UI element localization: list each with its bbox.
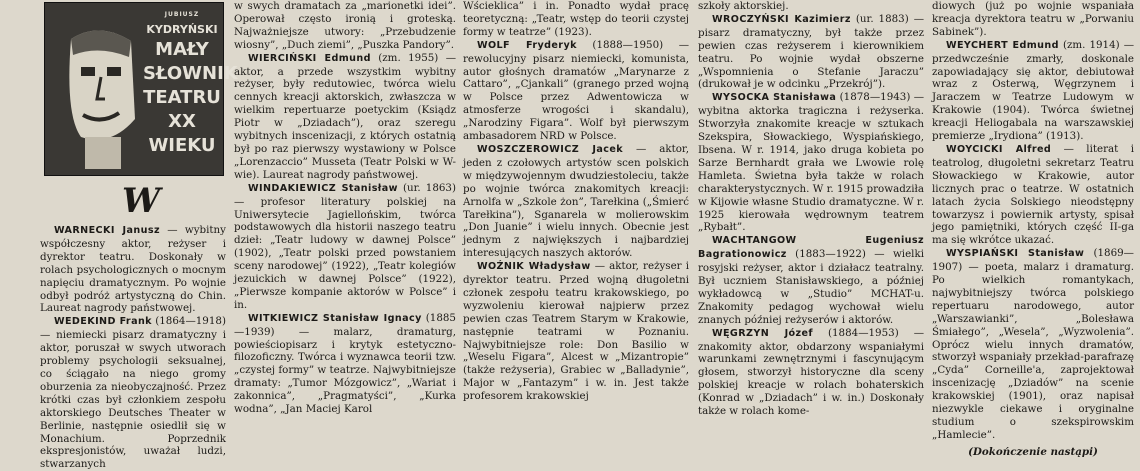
- cover-title-word: SŁOWNIK: [143, 62, 238, 84]
- cover-title-word: MAŁY: [155, 38, 209, 60]
- entry-woszczerowicz: [463, 143, 689, 260]
- entry-name: WĘGRZYN Józef: [712, 327, 813, 339]
- entry-name: WYSPIAŃSKI Stanisław: [946, 248, 1085, 260]
- entry-text: (zm. 1914) — przedwcześnie zmarły, doskonale zapowiadający się aktor, debiutował wraz z Osterwą, Węgrzynem i Jaraczem w Teatrze Ludowym w Krakowie (1904). Twórca świetnej kreacji Heliogabala na warszawskiej premierze „Irydiona” (1913).: [932, 38, 1134, 143]
- column-3: [463, 0, 689, 403]
- cover-title-word: XX: [168, 110, 196, 132]
- cover-title-word: WIEKU: [148, 134, 216, 156]
- entry-text: (zm. 1955) — aktor, a przede wszystkim wybitny reżyser, były redutowiec, twórca wielu cennych kreacji aktorskich, zwłaszcza w wielkim repertuarze poetyckim (Ksiądz Piotr w „Dziadach”), oraz szeregu wybitnych inscenizacji, z których ostatnią był po raz pierwszy wystawiony w Polsce „Lorenzaccio” Musseta (Teatr Polski w W-wie). Laureat nagrody państwowej.: [234, 51, 456, 181]
- entry-text: — literat i teatrolog, długoletni sekretarz Teatru Słowackiego w Krakowie, autor licznych prac o teatrze. W ostatnich latach życia Solskiego nieodstępny towarzysz i powiernik artysty, spisał jego pamiętniki, których część II-ga ma się wkrótce ukazać.: [932, 142, 1134, 247]
- entry-name: WYSOCKA Stanisława: [712, 92, 837, 104]
- entry-text: (1885—1939) — malarz, dramaturg, powieściopisarz i krytyk estetyczno-filozoficzny. Twórca i wyznawca teorii tzw. „czystej formy” w teatrze. Najwybitniejsze dramaty: „Tumor Mózgowicz”, „Wariat i zakonnica”, „Pragmatyści”, „Kurka wodna”, „Jan Maciej Karol: [234, 311, 456, 416]
- column-1: [40, 0, 238, 471]
- entry-name: WEDEKIND Frank: [54, 316, 152, 328]
- entry-text: — wybitny współczesny aktor, reżyser i dyrektor teatru. Doskonały w rolach psychologicznych o mocnym napięciu dramatycznym. Po wojnie odbył podróż artystyczną do Chin. Laureat nagrody państwowej.: [40, 224, 226, 315]
- entry-name: WITKIEWICZ Stanisław Ignacy: [248, 312, 422, 324]
- entry-wedekind: [40, 315, 226, 471]
- entry-text: — aktor, reżyser i dyrektor teatru. Przed wojną długoletni członek zespołu teatru krakowskiego, po wyzwoleniu kierował najpierw przez pewien czas Teatrem Starym w Krakowie, następnie teatrami w Poznaniu. Najwybitniejsze role: Don Basilio w „Weselu Figara”, Alcest w „Mizantropie” (także reżyseria), Grabiec w „Balladynie”, Major w „Fantazym” i w. in. Jest także profesorem krakowskiej: [463, 260, 690, 403]
- entry-name: WOŹNIK Władysław: [477, 261, 591, 273]
- column-2: [234, 0, 456, 416]
- section-initial: W: [122, 181, 161, 221]
- entry-wolf: [463, 39, 689, 143]
- entry-wachtangow: [698, 234, 924, 326]
- continued-fragment: diowych (już po wojnie wspaniała kreacja dyrektora teatru w „Porwaniu Sabinek”).: [932, 0, 1134, 38]
- entry-wroczynski: [698, 13, 924, 91]
- entry-text: (1869—1907) — poeta, malarz i dramaturg. Po wielkich romantykach, najwybitniejszy twórca polskiego repertuaru narodowego, autor „Warszawianki”, „Bolesława Śmiałego”, „Wesela”, „Wyzwolenia”. Oprócz wielu innych dramatów, stworzył wspaniały przekład-parafrazę „Cyda” Corneille'a, zaprojektował inscenizację „Dziadów” na scenie krakowskiej (1901), oraz napisał niezwykle ciekawe i oryginalne studium o szekspirowskim „Hamlecie”.: [932, 247, 1134, 441]
- entry-name: WIERCIŃSKI Edmund: [248, 52, 371, 64]
- book-cover-illustration: [44, 2, 238, 176]
- entry-name: WROCZYŃSKI Kazimierz: [712, 13, 851, 25]
- continued-fragment: w swych dramatach za „marionetki idei”. Operował często ironią i groteską. Najważniejsze utwory: „Przebudzenie wiosny”, „Duch ziemi”, „Puszka Pandory”.: [234, 0, 456, 51]
- continued-fragment: Wścieklica” i in. Ponadto wydał pracę teoretyczną: „Teatr, wstęp do teorii czystej formy w teatrze” (1923).: [463, 0, 689, 38]
- entry-woznik: [463, 260, 689, 403]
- cover-title-block: [143, 9, 238, 157]
- entry-name: WARNECKI Janusz: [54, 225, 160, 236]
- entry-wiercinski: [234, 52, 456, 182]
- cover-title-word: TEATRU: [143, 86, 221, 108]
- entry-weychert: [932, 39, 1134, 143]
- entry-windakiewicz: [234, 182, 456, 312]
- entry-witkiewicz: [234, 312, 456, 416]
- entry-text: (1864—1918) — niemiecki pisarz dramatyczny i aktor, poruszał w swych utworach problemy psychologii seksualnej, co ściągało na niego gromy oburzenia za nieobyczajność. Przez krótki czas był członkiem zespołu aktorskiego Deutsches Theater w Berlinie, następnie osiedlił się w Monachium. Poprzednik ekspresjonistów, uważał ludzi, stwarzanych: [40, 315, 226, 471]
- entry-name: WOYCICKI Alfred: [946, 143, 1052, 155]
- continued-fragment: szkoły aktorskiej.: [698, 0, 789, 12]
- entry-text: (1888—1950) — rewolucyjny pisarz niemiecki, komunista, autor głośnych dramatów „Marynarze z Cattaro”, „Cjankali” (granego przed wojną w Polsce przez Adwentowicza w atmosferze wrogości i skandalu), „Narodziny Figara”. Wolf był pierwszym ambasadorem NRD w Polsce.: [463, 38, 689, 143]
- entry-wegrzyn: [698, 327, 924, 418]
- entry-text: (ur. 1883) — pisarz dramatyczny, był także przez pewien czas reżyserem i kierownikiem teatru. Po wojnie wydał obszerne „Wspomnienia o Stefanie Jaraczu” (drukował je w odcinku „Przekrój”).: [698, 12, 924, 91]
- entry-woycicki: [932, 143, 1134, 247]
- entry-wyspianski: [932, 247, 1134, 442]
- entry-name: WINDAKIEWICZ Stanisław: [248, 182, 398, 194]
- column-4: [698, 0, 924, 418]
- cover-surname: KYDRYŃSKI: [146, 22, 218, 36]
- continuation-note: (Dokończenie nastąpi): [968, 445, 1098, 458]
- entry-text: (1878—1943) — wybitna aktorka tragiczna i reżyserka. Stworzyła znakomite kreacje w sztukach Szekspira, Słowackiego, Wyspiańskiego, Ibsena. W r. 1914, jako druga kobieta po Sarze Bernhardt grała we Lwowie rolę Hamleta. Świetna była także w rolach charakterystycznych. W r. 1915 prowadziła w Kijowie własne Studio dramatyczne. W r. 1925 kierowała wędrownym teatrem „Rybałt”.: [698, 91, 924, 234]
- entry-text: (1883—1922) — wielki rosyjski reżyser, aktor i działacz teatralny. Był uczniem Stanisławskiego, a później wykładowcą w „Studio” MCHAT-u. Znakomity pedagog wychował wielu znanych później reżyserów i aktorów.: [698, 248, 924, 326]
- entry-text: (ur. 1863) — profesor literatury polskiej na Uniwersytecie Jagiellońskim, twórca podstawowych dla historii naszego teatru dzieł: „Teatr ludowy w dawnej Polsce” (1902), „Teatr polski przed powstaniem sceny narodowej” (1922), „Teatr kolegiów jezuickich w dawnej Polsce” (1922), „Pierwsze kompanie aktorów w Polsce” i in.: [234, 181, 456, 311]
- column-5: [932, 0, 1134, 459]
- entry-text: (1884—1953) — znakomity aktor, obdarzony wspaniałymi warunkami zewnętrznymi i fascynującym głosem, stworzył historyczne dla sceny polskiej kreacje w rolach bohaterskich (Konrad w „Dziadach” i w. in.) Doskonały także w rolach kome-: [698, 326, 924, 418]
- entry-wysocka: [698, 91, 924, 234]
- entry-name: WOLF Fryderyk: [477, 39, 577, 51]
- entry-name: WACHTANGOW Eugeniusz Bagrationowicz: [698, 235, 924, 261]
- entry-text: — aktor, jeden z czołowych artystów scen polskich w międzywojennym dwudziestoleciu, także po wojnie twórca znakomitych kreacji: Arnolfa w „Szkole żon”, Tarełkina („Śmierć Tarełkina”), Sganarela w molierowskim „Don Juanie” i wielu innych. Obecnie jest jednym z największych i najbardziej interesujących naszych aktorów.: [463, 142, 690, 260]
- entry-warnecki: [40, 224, 226, 315]
- face-illustration: [51, 19, 147, 169]
- cover-author: JUBIUSZ: [164, 11, 200, 18]
- entry-name: WEYCHERT Edmund: [946, 39, 1059, 51]
- entry-name: WOSZCZEROWICZ Jacek: [477, 143, 624, 155]
